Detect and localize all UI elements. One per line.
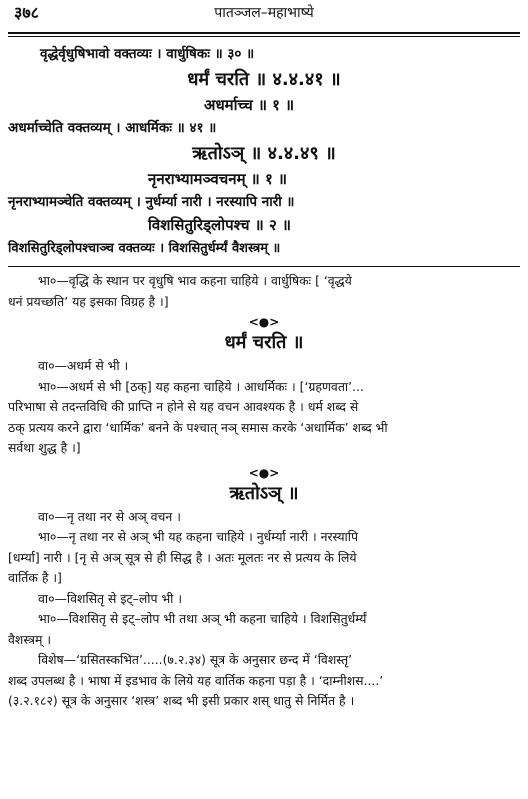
commentary-line: वार्तिक है ।] (8, 570, 62, 585)
commentary-line: (३.२.१८२) सूत्र के अनुसार ‘शस्त्र’ शब्द भी इसी प्रकार शस् धातु से निर्मित है । (8, 693, 355, 708)
page-header (8, 0, 520, 24)
section-heading: ऋतोऽञ् ॥ (229, 482, 299, 504)
ornament-divider: <●> (248, 315, 280, 329)
vartika-line: विशसितुरिड्लोपश्चाञ्च वक्तव्यः । विशसितुर्धर्म्यं वैशस्त्रम् ॥ (8, 241, 281, 256)
commentary-line: वैशस्त्रम् । (8, 631, 52, 647)
commentary-line: वा०—नृ तथा नर से अञ् वचन । (38, 508, 181, 524)
commentary-paragraph (8, 507, 520, 712)
commentary-paragraph (8, 356, 520, 459)
sutra-heading: धर्मं चरति ॥ ४.४.४१ ॥ (187, 69, 341, 90)
commentary-line: वा०—अधर्म से भी । (38, 358, 129, 373)
commentary-line: भा०—वृद्धि के स्थान पर वृधुषि भाव कहना चाहिये । वार्धुषिकः [ ‘वृद्धये (38, 273, 352, 288)
vartika-line: विशसितुरिड्लोपश्च ॥ २ ॥ (148, 216, 291, 234)
commentary-line: धनं प्रयच्छति’ यह इसका विग्रह है ।] (8, 293, 169, 309)
commentary-line: सर्वथा शुद्ध है ।] (8, 440, 81, 455)
commentary-line: ठक् प्रत्यय करने द्वारा ‘धार्मिक’ बनने के पश्चात् नञ् समास करके ‘अधार्मिक’ शब्द भी (8, 419, 388, 435)
ornament-divider: <●> (248, 465, 280, 480)
vartika-line: अधर्माच्च ॥ १ ॥ (204, 96, 295, 114)
commentary-line: भा०—विशसितृ से इट्–लोप भी तथा अञ् भी कहना चाहिये । विशसितुर्धर्म्यं (38, 611, 367, 626)
commentary-line: शब्द उपलब्ध है । भाषा में इडभाव के लिये यह वार्तिक कहना पड़ा है । ‘दाम्नीशस....’ (8, 672, 384, 688)
header-rule (8, 32, 520, 34)
running-title: पातञ्जल–महाभाष्ये (214, 5, 314, 21)
vartika-line: वृद्धेर्वृधुषिभावो वक्तव्यः । वार्धुषिकः ॥ ३० ॥ (40, 46, 255, 62)
vartika-line: नृनराभ्यामञ्वचनम् ॥ १ ॥ (148, 170, 288, 188)
section-heading: धर्मं चरति ॥ (224, 332, 304, 353)
section-divider (8, 266, 520, 267)
commentary-line: वा०—विशसितृ से इट्–लोप भी । (38, 590, 183, 606)
sutra-block (8, 37, 520, 260)
commentary-line: परिभाषा से तदन्तविधि की प्राप्ति न होने से यह वचन आवश्यक है । धर्म शब्द से (8, 399, 359, 414)
commentary-paragraph (8, 271, 520, 312)
commentary-line: भा०—अधर्म से भी [ठक्] यह कहना चाहिये । आधर्मिकः । [‘ग्रहणवता’... (38, 378, 364, 394)
vartika-line: अधर्माच्चेति वक्तव्यम् । आधर्मिकः ॥ ४१ ॥ (8, 120, 217, 136)
commentary-line: [धर्म्या] नारी । [नृ से अञ् सूत्र से ही सिद्ध है । अतः मूलतः नर से प्रत्यय के लिये (8, 549, 357, 565)
page-number: ३७८ (14, 3, 39, 22)
commentary-line: भा०—नृ तथा नर से अञ् भी यह कहना चाहिये । नुर्धर्म्या नारी । नरस्यापि (38, 529, 359, 544)
commentary-line: विशेष—‘ग्रसितस्कभित’.....(७.२.३४) सूत्र के अनुसार छन्द में ‘विशस्तृ’ (38, 652, 353, 667)
sutra-heading: ऋतोऽञ् ॥ ४.४.४९ ॥ (192, 143, 336, 164)
vartika-line: नृनराभ्यामञ्चेति वक्तव्यम् । नुर्धर्म्या नारी । नरस्यापि नारी ॥ (8, 194, 295, 210)
